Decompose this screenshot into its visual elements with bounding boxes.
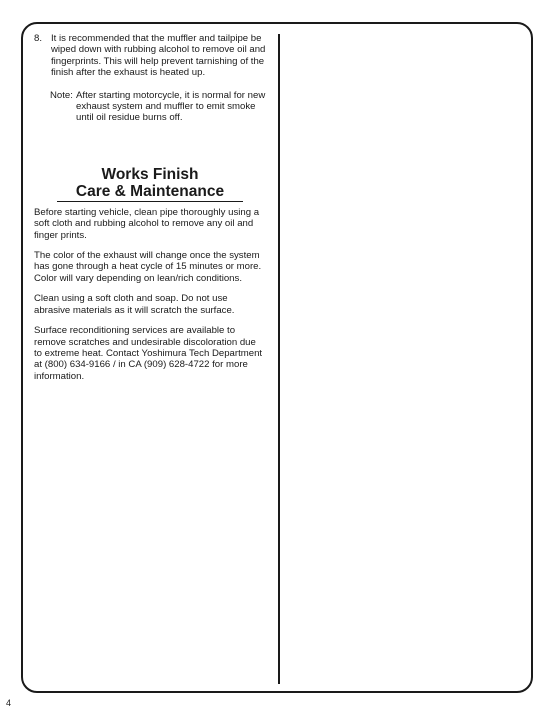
paragraph-cleaning-before-start: Before starting vehicle, clean pipe thoroughly using a soft cloth and rubbing alcohol to remove any oil and finger prints. [34, 206, 260, 241]
paragraph-reconditioning: Surface reconditioning services are available to remove scratches and undesirable discoloration due to extreme heat. Contact Yoshimura Tech Department at (800) 634-9166 / in CA (909) 628-4722 for more information. [34, 325, 263, 382]
note-label: Note: [50, 89, 73, 101]
paragraph-clean-soap: Clean using a soft cloth and soap. Do not use abrasive materials as it will scratch the surface. [34, 293, 235, 316]
paragraph-color-change: The color of the exhaust will change once the system has gone through a heat cycle of 15 minutes or more. Color will vary depending on lean/rich conditions. [34, 250, 262, 284]
note-text: After starting motorcycle, it is normal for new exhaust system and muffler to emit smoke until oil residue burns off. [76, 89, 266, 124]
column-divider [278, 34, 280, 684]
section-title: Works Finish [101, 165, 199, 183]
step-number: 8. [34, 33, 43, 44]
section-subtitle: Care & Maintenance [57, 183, 243, 202]
step-text: It is recommended that the muffler and tailpipe be wiped down with rubbing alcohol to remove oil and fingerprints. This will help prevent tarnishing of the finish after the exhaust is heated up. [51, 33, 266, 79]
page-number: 4 [6, 698, 12, 708]
note-block [50, 90, 266, 124]
left-column [34, 33, 266, 382]
instruction-step-8 [34, 33, 266, 79]
